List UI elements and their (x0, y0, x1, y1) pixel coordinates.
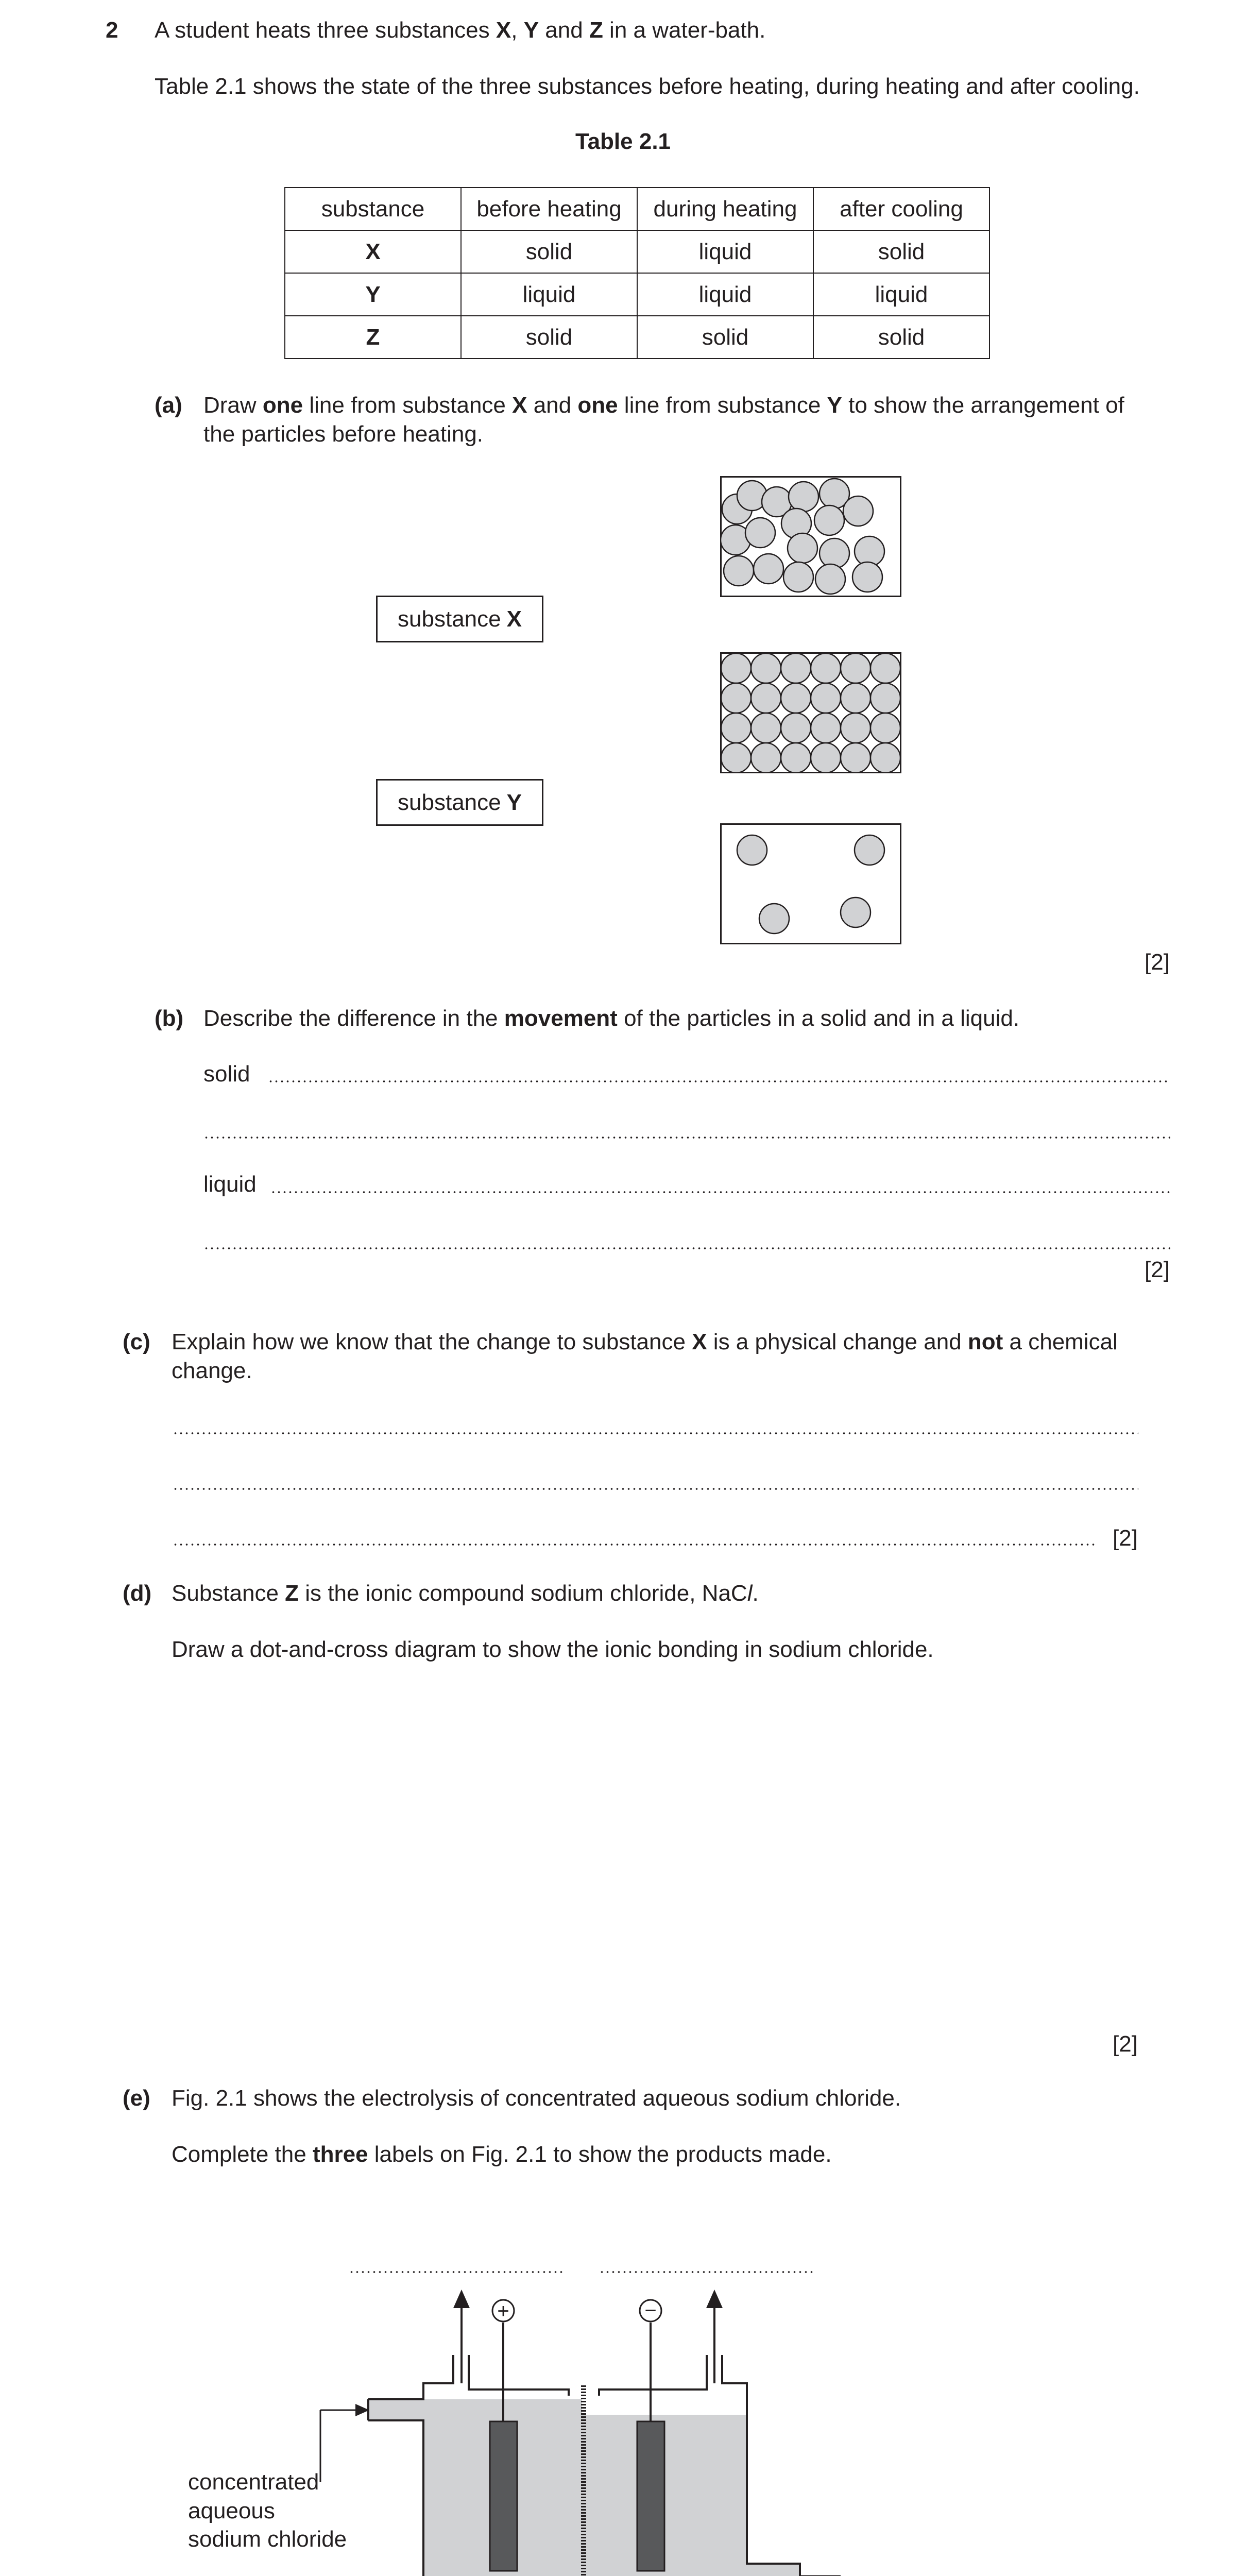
particles-regular-box[interactable] (720, 652, 901, 773)
part-e-label: (e) (123, 2086, 150, 2111)
feed-label-line: concentrated (188, 2469, 319, 2495)
table-cell: liquid (637, 230, 813, 273)
part-c-label: (c) (123, 1329, 150, 1354)
table-intro: Table 2.1 shows the state of the three substances before heating, during heating and after cooling. (155, 74, 1140, 99)
table-row (285, 230, 989, 273)
table-cell: liquid (813, 273, 989, 316)
table-row (285, 273, 989, 316)
particle (811, 653, 841, 683)
part-e-question-line2: Complete the three labels on Fig. 2.1 to show the products made. (172, 2142, 832, 2167)
part-c-marks: [2] (1113, 1526, 1138, 1551)
feed-label-line: aqueous (188, 2498, 275, 2523)
part-c-question-line2: change. (172, 1358, 252, 1383)
particle (781, 743, 811, 773)
particle (871, 683, 900, 713)
particle (751, 653, 781, 683)
particle (745, 518, 775, 548)
part-a-question-line2: the particles before heating. (203, 421, 484, 447)
table-cell: liquid (461, 273, 637, 316)
particle (759, 904, 789, 934)
electrolyte-liquid (423, 2399, 800, 2576)
particles-gas-box[interactable] (720, 823, 901, 944)
particle (751, 683, 781, 713)
particle (781, 653, 811, 683)
particle (811, 713, 841, 743)
part-d-marks: [2] (1113, 2031, 1138, 2057)
part-b-label: (b) (155, 1006, 184, 1031)
feed-label-line: sodium chloride (188, 2527, 347, 2552)
particle (789, 482, 818, 512)
cathode-electrode (637, 2421, 664, 2571)
particle (841, 683, 871, 713)
anode-electrode (490, 2421, 517, 2571)
particle (811, 683, 841, 713)
anode-gas-outlet (469, 2355, 569, 2396)
particle (724, 556, 754, 586)
liquid-answer-line[interactable] (270, 1191, 1170, 1193)
particle (783, 562, 813, 592)
part-d-label: (d) (123, 1581, 152, 1606)
solid-answer-line-2[interactable] (203, 1137, 1170, 1139)
particle (815, 564, 845, 594)
table-cell: Y (285, 273, 461, 316)
states-table (284, 187, 990, 359)
table-header-cell: after cooling (813, 188, 989, 230)
liquid-answer-line-2[interactable] (203, 1247, 1170, 1249)
particle (852, 562, 882, 592)
particle (751, 713, 781, 743)
part-a-marks: [2] (1145, 950, 1170, 975)
particle (754, 554, 783, 584)
part-c-question-line1: Explain how we know that the change to substance X is a physical change and not a chemical (172, 1329, 1118, 1354)
table-cell: solid (637, 316, 813, 359)
minus-sign: − (644, 2299, 657, 2322)
table-header-row (285, 188, 989, 230)
part-d-question-line1: Substance Z is the ionic compound sodium chloride, NaCl. (172, 1581, 759, 1606)
table-cell: solid (461, 316, 637, 359)
electrolysis-diagram (0, 2267, 1246, 2576)
part-a-label: (a) (155, 393, 182, 418)
liquid-label: liquid (203, 1172, 257, 1197)
question-number: 2 (106, 18, 118, 43)
question-intro: A student heats three substances X, Y and Z in a water-bath. (155, 18, 766, 43)
particle (788, 533, 817, 563)
particle (814, 505, 844, 535)
table-cell: liquid (637, 273, 813, 316)
plus-sign: + (497, 2300, 509, 2323)
part-a-question-line1: Draw one line from substance X and one line from substance Y to show the arrangement of (203, 393, 1124, 418)
particle (721, 683, 751, 713)
particle (820, 538, 849, 568)
table-caption: Table 2.1 (575, 129, 671, 154)
table-cell: solid (813, 316, 989, 359)
part-e-question-line1: Fig. 2.1 shows the electrolysis of concentrated aqueous sodium chloride. (172, 2086, 901, 2111)
table-row (285, 316, 989, 359)
particle (721, 713, 751, 743)
particle (781, 683, 811, 713)
dot-and-cross-answer-space[interactable] (172, 1680, 1140, 2009)
solid-label: solid (203, 1061, 250, 1087)
particle (781, 713, 811, 743)
particle (871, 713, 900, 743)
table-header-cell: during heating (637, 188, 813, 230)
particle (871, 743, 900, 773)
part-c-answer-line[interactable] (173, 1432, 1138, 1434)
particle (721, 653, 751, 683)
particle (751, 743, 781, 773)
table-header-cell: substance (285, 188, 461, 230)
part-c-answer-line[interactable] (173, 1544, 1095, 1546)
table-cell: solid (461, 230, 637, 273)
table-cell: Z (285, 316, 461, 359)
particle (841, 897, 871, 927)
particle (841, 743, 871, 773)
part-d-question-line2: Draw a dot-and-cross diagram to show the ionic bonding in sodium chloride. (172, 1637, 934, 1662)
part-b-question: Describe the difference in the movement of the particles in a solid and in a liquid. (203, 1006, 1020, 1031)
solid-answer-line[interactable] (268, 1080, 1170, 1082)
particle (811, 743, 841, 773)
part-c-answer-line[interactable] (173, 1488, 1138, 1490)
table-header-cell: before heating (461, 188, 637, 230)
particle (721, 743, 751, 773)
particle (855, 835, 884, 865)
electrolyte-inlet (368, 2399, 423, 2420)
substance-x-box[interactable]: substance X (376, 596, 543, 642)
cathode-gas-outlet (599, 2355, 707, 2396)
part-b-marks: [2] (1145, 1257, 1170, 1282)
substance-y-box[interactable]: substance Y (376, 779, 543, 826)
particle (843, 496, 873, 526)
particle (841, 713, 871, 743)
table-cell: solid (813, 230, 989, 273)
table-cell: X (285, 230, 461, 273)
particle (871, 653, 900, 683)
particles-irregular-box[interactable] (720, 476, 901, 597)
particle (737, 835, 767, 865)
particle (841, 653, 871, 683)
